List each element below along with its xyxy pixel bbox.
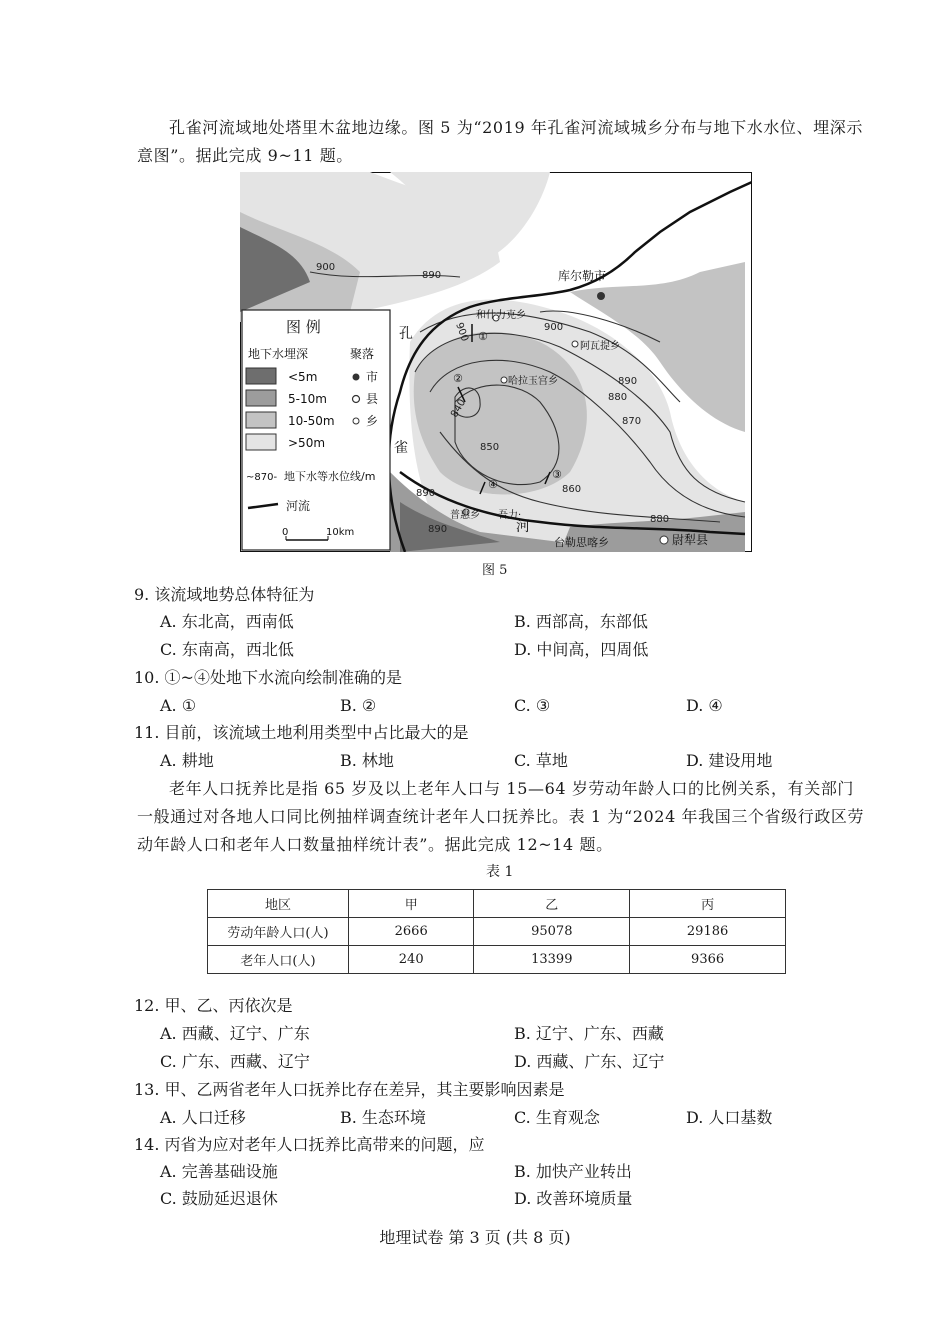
- table-header-row: [208, 890, 786, 918]
- figure-caption: 图 5: [482, 563, 508, 578]
- place-label-korla: 库尔勒市: [558, 269, 607, 283]
- q10-option-d[interactable]: D. ④: [686, 696, 723, 715]
- table-cell: 95078: [474, 918, 630, 946]
- contour-label: 880: [608, 392, 628, 403]
- legend-title: 图 例: [286, 318, 321, 336]
- q11-option-b[interactable]: B. 林地: [340, 751, 394, 770]
- marker-3: ③: [552, 468, 562, 481]
- q12-stem: 12. 甲、乙、丙依次是: [134, 996, 293, 1015]
- legend-settlement-label: 乡: [366, 414, 379, 428]
- swatch-depth-5-10: [246, 390, 276, 406]
- table-title: 表 1: [486, 864, 514, 880]
- legend-settlement-label: 县: [366, 392, 379, 406]
- q14-stem: 14. 丙省为应对老年人口抚养比高带来的问题，应: [134, 1135, 485, 1154]
- place-label: 台勒思喀乡: [554, 536, 609, 549]
- swatch-depth-lt5: [246, 368, 276, 384]
- table-cell: 29186: [630, 918, 786, 946]
- legend-township-symbol: [353, 418, 359, 424]
- q10-stem: 10. ①~④处地下水流向绘制准确的是: [134, 668, 402, 687]
- place-label: 吾力·: [498, 510, 522, 521]
- legend-river-label: 河流: [286, 499, 311, 513]
- q12-option-a[interactable]: A. 西藏、辽宁、广东: [160, 1024, 310, 1043]
- township-symbol: [501, 377, 507, 383]
- table-header-cell: 乙: [474, 890, 630, 918]
- legend-box: [242, 310, 390, 550]
- marker-2: ②: [453, 372, 463, 385]
- scale-zero: 0: [282, 527, 289, 538]
- contour-label: 900: [453, 321, 471, 343]
- legend-depth-label: >50m: [288, 436, 326, 450]
- q9-option-c[interactable]: C. 东南高，西北低: [160, 640, 294, 659]
- place-label: 和什力克乡: [476, 310, 526, 321]
- legend-contour-label: 地下水等水位线/m: [284, 470, 376, 483]
- contour-label: 840: [449, 397, 469, 420]
- intro-paragraph-2: 老年人口抚养比是指 65 岁及以上老年人口与 15—64 岁劳动年龄人口的比例关系，有关部门一般通过对各地人口同比例抽样调查统计老年人口抚养比。表 1 为“2024 年我国三个省级行政区劳动年龄人口和老年人口数量抽样统计表”。据此完成 12~14 题。: [137, 779, 865, 854]
- contour-label: 890: [422, 270, 442, 281]
- legend-depth-label: 5-10m: [288, 392, 327, 406]
- place-label-yuli: 尉犁县: [672, 533, 709, 547]
- contour-label: 890: [618, 376, 638, 387]
- q11-option-d[interactable]: D. 建设用地: [686, 751, 773, 770]
- legend-county-symbol: [353, 396, 360, 403]
- river-name-char: 河: [516, 519, 530, 535]
- population-table: [207, 889, 786, 974]
- q11-option-a[interactable]: A. 耕地: [160, 751, 214, 770]
- table-row: [208, 918, 786, 946]
- page-footer: 地理试卷 第 3 页 (共 8 页): [379, 1228, 571, 1247]
- contour-label: 900: [544, 322, 564, 333]
- q14-option-a[interactable]: A. 完善基础设施: [160, 1162, 278, 1181]
- table-row: [208, 946, 786, 974]
- q11-stem: 11. 目前，该流域土地利用类型中占比最大的是: [134, 723, 469, 742]
- legend-depth-label: 10-50m: [288, 414, 335, 428]
- q13-option-b[interactable]: B. 生态环境: [340, 1108, 426, 1127]
- q9-stem: 9. 该流域地势总体特征为: [134, 585, 315, 604]
- q13-option-d[interactable]: D. 人口基数: [686, 1108, 773, 1127]
- q13-option-c[interactable]: C. 生育观念: [514, 1108, 600, 1127]
- table-header-cell: 丙: [630, 890, 786, 918]
- legend-depth-title: 地下水埋深: [248, 347, 309, 361]
- contour-label: 890: [416, 488, 436, 499]
- q13-option-a[interactable]: A. 人口迁移: [160, 1108, 246, 1127]
- place-label: 哈拉玉宫乡: [508, 376, 558, 387]
- q9-option-a[interactable]: A. 东北高，西南低: [160, 612, 294, 631]
- table-row-label: 劳动年龄人口(人): [208, 918, 349, 946]
- q12-option-b[interactable]: B. 辽宁、广东、西藏: [514, 1024, 664, 1043]
- q14-option-d[interactable]: D. 改善环境质量: [514, 1189, 633, 1208]
- city-symbol-korla: [597, 292, 605, 300]
- county-symbol-yuli: [660, 536, 668, 544]
- legend-city-symbol: [353, 374, 360, 381]
- place-label: 阿瓦提乡: [580, 341, 620, 352]
- river-name-char: 孔: [399, 326, 413, 342]
- q9-option-b[interactable]: B. 西部高，东部低: [514, 612, 648, 631]
- table-row-label: 老年人口(人): [208, 946, 349, 974]
- table-cell: 13399: [474, 946, 630, 974]
- intro-paragraph-1: 孔雀河流域地处塔里木盆地边缘。图 5 为“2019 年孔雀河流域城乡分布与地下水水位、埋深示意图”。据此完成 9~11 题。: [137, 118, 863, 165]
- figure-5-map: [240, 172, 752, 552]
- legend-settlement-label: 市: [366, 370, 379, 384]
- q12-option-c[interactable]: C. 广东、西藏、辽宁: [160, 1052, 310, 1071]
- contour-label: 890: [428, 524, 448, 535]
- marker-1: ①: [478, 330, 488, 343]
- township-symbol: [572, 341, 578, 347]
- table-cell: 240: [349, 946, 474, 974]
- legend-contour-sample: ~870-: [246, 472, 278, 483]
- contour-label: 900: [316, 262, 336, 273]
- contour-label: 860: [562, 484, 582, 495]
- contour-label: 850: [480, 442, 500, 453]
- table-header-cell: 甲: [349, 890, 474, 918]
- q14-option-b[interactable]: B. 加快产业转出: [514, 1162, 632, 1181]
- table-cell: 9366: [630, 946, 786, 974]
- contour-label: 880: [650, 514, 670, 525]
- river-name-char: 雀: [394, 440, 408, 456]
- swatch-depth-10-50: [246, 412, 276, 428]
- legend-settlement-title: 聚落: [350, 347, 375, 361]
- q9-option-d[interactable]: D. 中间高，四周低: [514, 640, 649, 659]
- legend-depth-label: <5m: [288, 370, 318, 384]
- scale-label: 10km: [326, 527, 355, 538]
- q10-option-c[interactable]: C. ③: [514, 696, 551, 715]
- place-label: 普惠乡: [450, 510, 480, 521]
- table-header-cell: 地区: [208, 890, 349, 918]
- swatch-depth-gt50: [246, 434, 276, 450]
- q13-stem: 13. 甲、乙两省老年人口抚养比存在差异，其主要影响因素是: [134, 1080, 565, 1099]
- q11-option-c[interactable]: C. 草地: [514, 751, 568, 770]
- q12-option-d[interactable]: D. 西藏、广东、辽宁: [514, 1052, 665, 1071]
- marker-4: ④: [488, 478, 498, 491]
- q10-option-a[interactable]: A. ①: [160, 696, 197, 715]
- q14-option-c[interactable]: C. 鼓励延迟退休: [160, 1189, 278, 1208]
- q10-option-b[interactable]: B. ②: [340, 696, 377, 715]
- table-cell: 2666: [349, 918, 474, 946]
- contour-label: 870: [622, 416, 642, 427]
